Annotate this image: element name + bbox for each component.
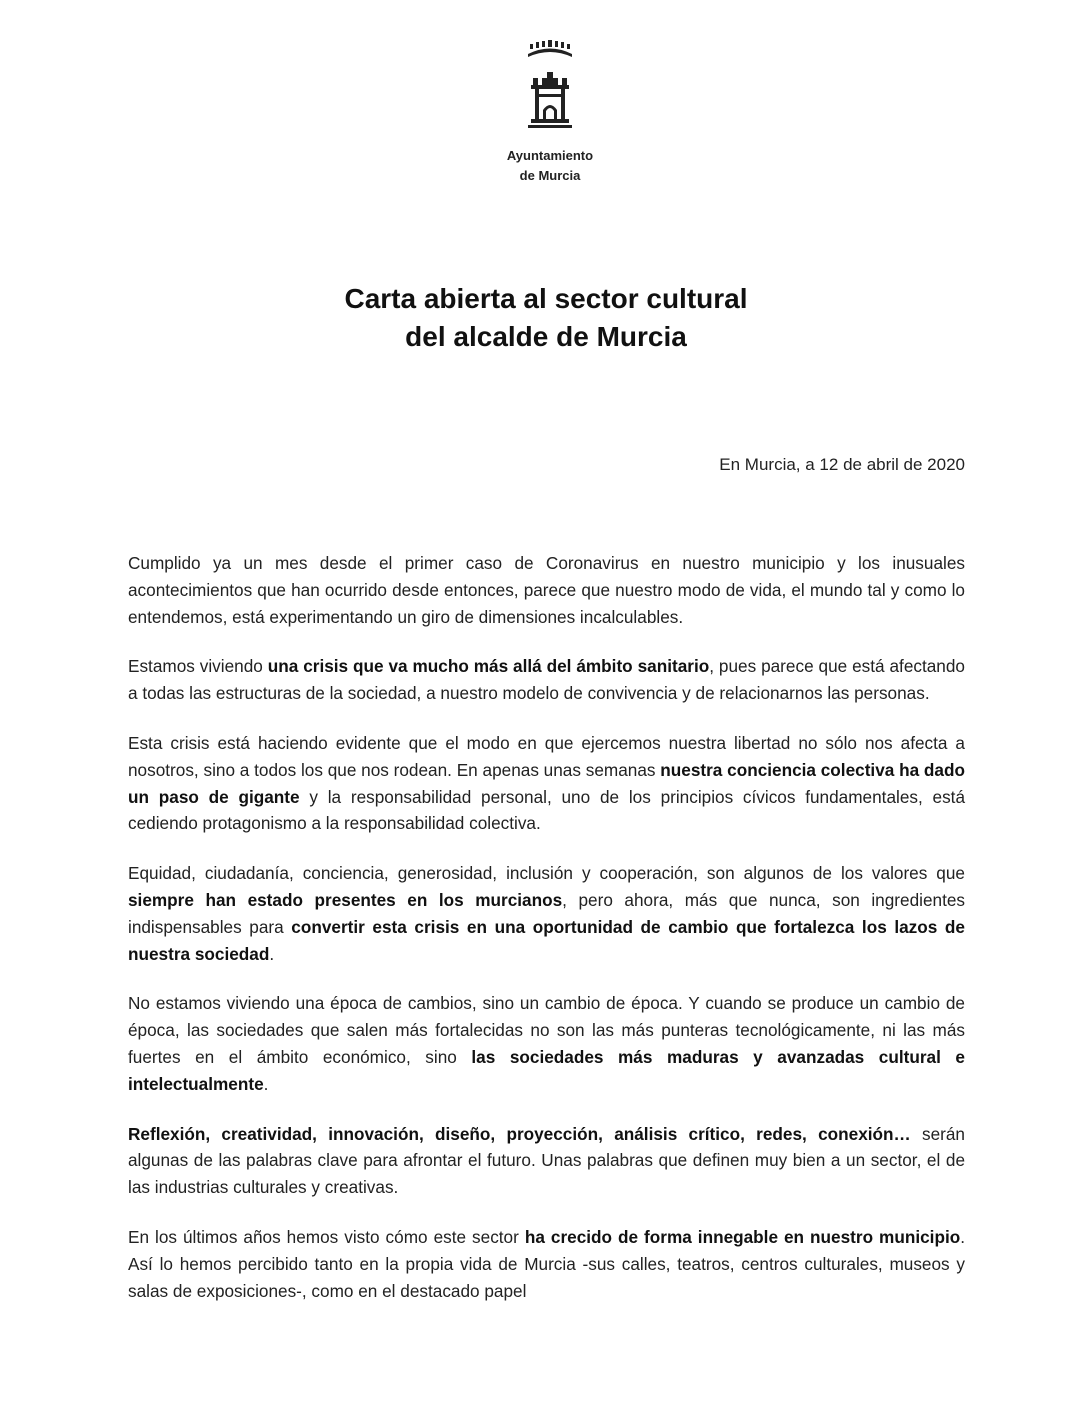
- text-run: y la responsabilidad personal, uno de los principios cívicos fundamentales, está cediendo protagonismo a la responsabilidad colectiva.: [128, 786, 966, 834]
- bold-text: las sociedades más maduras y avanzadas cultural e intelectualmente: [128, 1046, 965, 1094]
- paragraph: [128, 653, 965, 707]
- text-run: No estamos viviendo una época de cambios, sino un cambio de época. Y cuando se produce un cambio de época, las sociedades que salen más fortalecidas no son las más punteras tecnológicamente, ni las más fuertes en el ámbito económico, sino: [128, 993, 965, 1067]
- text-run: . Así lo hemos percibido tanto en la propia vida de Murcia -sus calles, teatros, centros culturales, museos y salas de exposiciones-, como en el destacado papel: [128, 1226, 966, 1301]
- bold-text: Reflexión, creatividad, innovación, diseño, proyección, análisis crítico, redes, conexión…: [128, 1123, 911, 1144]
- text-run: .: [269, 943, 275, 964]
- letter-body: [128, 550, 965, 1327]
- text-run: Cumplido ya un mes desde el primer caso de Coronavirus en nuestro municipio y los inusuales acontecimientos que han ocurrido desde entonces, parece que nuestro modo de vida, el mundo tal y como lo entendemos, está experimentando un giro de dimensiones incalculables.: [128, 553, 965, 627]
- text-run: serán algunas de las palabras clave para afrontar el futuro. Unas palabras que definen muy bien a un sector, el de las industrias culturales y creativas.: [128, 1123, 965, 1198]
- ayuntamiento-de-murcia-logo: [480, 38, 620, 186]
- letter-date: En Murcia, a 12 de abril de 2020: [719, 455, 965, 474]
- bold-text: ha crecido de forma innegable en nuestro municipio: [524, 1226, 961, 1247]
- logo-text-line: de Murcia: [519, 168, 581, 183]
- title-line: Carta abierta al sector cultural: [344, 283, 748, 314]
- paragraph: [128, 550, 965, 630]
- paragraph: [128, 860, 965, 967]
- text-run: En los últimos años hemos visto cómo este sector: [128, 1226, 525, 1247]
- castle-crown-emblem-icon: [520, 38, 580, 138]
- text-run: , pero ahora, más que nunca, son ingredientes indispensables para: [128, 889, 965, 937]
- bold-text: convertir esta crisis en una oportunidad de cambio que fortalezca los lazos de nuestra sociedad: [128, 916, 965, 964]
- page-title: [0, 280, 1080, 356]
- logo-text-line: Ayuntamiento: [506, 148, 594, 163]
- bold-text: nuestra conciencia colectiva ha dado un paso de gigante: [128, 759, 965, 807]
- text-run: .: [263, 1073, 269, 1094]
- bold-text: siempre han estado presentes en los murcianos: [128, 889, 563, 910]
- bold-text: una crisis que va mucho más allá del ámbito sanitario: [267, 656, 710, 677]
- text-run: , pues parece que está afectando a todas las estructuras de la sociedad, a nuestro modelo de convivencia y de relacionarnos las personas.: [128, 656, 965, 704]
- title-line: del alcalde de Murcia: [405, 321, 687, 352]
- paragraph: [128, 730, 965, 837]
- text-run: Estamos viviendo: [128, 656, 268, 677]
- text-run: Esta crisis está haciendo evidente que el modo en que ejercemos nuestra libertad no sólo nos afecta a nosotros, sino a todos los que nos rodean. En apenas unas semanas: [128, 732, 965, 780]
- text-run: Equidad, ciudadanía, conciencia, generosidad, inclusión y cooperación, son algunos de los valores que: [128, 863, 965, 884]
- paragraph: [128, 990, 965, 1097]
- paragraph: [128, 1121, 965, 1201]
- paragraph: [128, 1224, 965, 1304]
